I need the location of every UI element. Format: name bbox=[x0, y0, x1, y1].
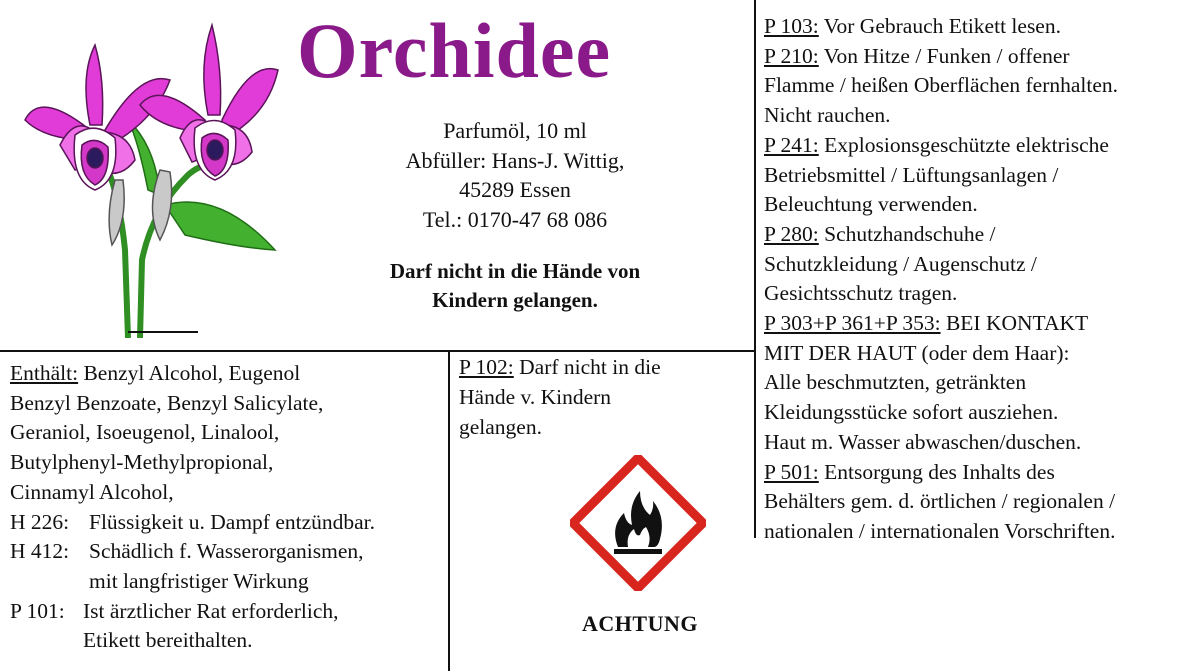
precaution-code: P 303+P 361+P 353: bbox=[764, 311, 941, 336]
child-warning bbox=[330, 257, 700, 315]
hazard-text: Flüssigkeit u. Dampf entzündbar. bbox=[89, 509, 376, 534]
hazard-h226 bbox=[10, 508, 450, 538]
hazard-text: Schädlich f. Wasserorganismen, bbox=[89, 539, 364, 564]
ingredients-label: Enthält: bbox=[10, 361, 79, 385]
signal-word: ACHTUNG bbox=[582, 611, 698, 636]
product-info bbox=[340, 116, 690, 234]
precaution-text: Darf nicht in die bbox=[513, 355, 661, 379]
precaution-code: P 241: bbox=[764, 132, 819, 157]
precaution-text-cont: Schutzkleidung / Augenschutz / bbox=[764, 251, 1037, 276]
ingredients-line4: Butylphenyl-Methylpropional, bbox=[10, 450, 274, 475]
precaution-text: Entsorgung des Inhalts des bbox=[818, 459, 1055, 484]
filler-phone: Tel.: 0170-47 68 086 bbox=[422, 206, 608, 232]
precaution-text-cont: Gesichtsschutz tragen. bbox=[764, 281, 958, 306]
precaution-text: BEI KONTAKT bbox=[940, 311, 1089, 336]
ingredients-line5: Cinnamyl Alcohol, bbox=[10, 479, 174, 504]
precaution-item bbox=[764, 42, 1195, 72]
precaution-item bbox=[764, 309, 1195, 339]
p102-section bbox=[459, 352, 749, 442]
precaution-code: P 210: bbox=[764, 43, 819, 68]
filler-city: 45289 Essen bbox=[459, 177, 571, 202]
hazard-code: H 226: bbox=[10, 509, 70, 534]
precaution-text: Von Hitze / Funken / offener bbox=[818, 43, 1070, 68]
product-volume: Parfumöl, 10 ml bbox=[443, 118, 587, 143]
flame-ghs-pictogram-icon bbox=[570, 455, 706, 591]
hazard-code: H 412: bbox=[10, 539, 70, 564]
precaution-item bbox=[764, 220, 1195, 250]
precaution-item bbox=[764, 131, 1195, 161]
precaution-text-cont: Etikett bereithalten. bbox=[83, 628, 253, 653]
precaution-text: Ist ärztlicher Rat erforderlich, bbox=[83, 598, 339, 623]
precaution-code: P 280: bbox=[764, 221, 819, 246]
hazard-text-cont: mit langfristiger Wirkung bbox=[89, 568, 309, 593]
p102-line1 bbox=[459, 352, 749, 382]
precaution-code: P 101: bbox=[10, 598, 65, 623]
precaution-item bbox=[764, 12, 1195, 42]
ingredients-section bbox=[10, 359, 450, 656]
precaution-text-cont: Behälters gem. d. örtlichen / regionalen / bbox=[764, 489, 1116, 514]
precaution-p101 bbox=[10, 597, 450, 627]
precaution-text-cont: Flamme / heißen Oberflächen fernhalten. bbox=[764, 73, 1119, 98]
precaution-text-cont: Nicht rauchen. bbox=[764, 103, 891, 128]
child-warning-line1: Darf nicht in die Hände von bbox=[389, 259, 641, 283]
orchid-illustration bbox=[20, 20, 290, 338]
p102-line2: Hände v. Kindern bbox=[459, 385, 612, 409]
product-title: Orchidee bbox=[297, 7, 612, 94]
precaution-text-cont: Haut m. Wasser abwaschen/duschen. bbox=[764, 429, 1082, 454]
precaution-list bbox=[764, 12, 1195, 547]
ingredients-line1 bbox=[10, 359, 450, 389]
ingredients-text: Benzyl Alcohol, Eugenol bbox=[78, 361, 301, 385]
precaution-code: P 501: bbox=[764, 459, 819, 484]
divider-stub bbox=[128, 331, 198, 333]
hazard-h412 bbox=[10, 537, 450, 567]
precaution-code: P 102: bbox=[459, 355, 514, 379]
p102-line3: gelangen. bbox=[459, 415, 542, 439]
precaution-text-cont: Kleidungsstücke sofort ausziehen. bbox=[764, 400, 1059, 425]
precaution-text-cont: nationalen / internationalen Vorschriften. bbox=[764, 518, 1116, 543]
ingredients-line3: Geraniol, Isoeugenol, Linalool, bbox=[10, 420, 280, 445]
precaution-code: P 103: bbox=[764, 14, 819, 38]
precaution-text-cont: Betriebsmittel / Lüftungsanlagen / bbox=[764, 162, 1059, 187]
precaution-text: Explosionsgeschützte elektrische bbox=[818, 132, 1109, 157]
precaution-text-cont: MIT DER HAUT (oder dem Haar): bbox=[764, 340, 1070, 365]
precaution-text: Schutzhandschuhe / bbox=[818, 221, 996, 246]
child-warning-line2: Kindern gelangen. bbox=[432, 288, 598, 312]
precaution-text: Vor Gebrauch Etikett lesen. bbox=[818, 14, 1061, 38]
ingredients-line2: Benzyl Benzoate, Benzyl Salicylate, bbox=[10, 390, 324, 415]
precaution-item bbox=[764, 458, 1195, 488]
precaution-text-cont: Beleuchtung verwenden. bbox=[764, 192, 978, 217]
filler-name: Abfüller: Hans-J. Wittig, bbox=[405, 147, 625, 173]
precaution-text-cont: Alle beschmutzten, getränkten bbox=[764, 370, 1027, 395]
divider-vertical-right bbox=[754, 0, 756, 538]
